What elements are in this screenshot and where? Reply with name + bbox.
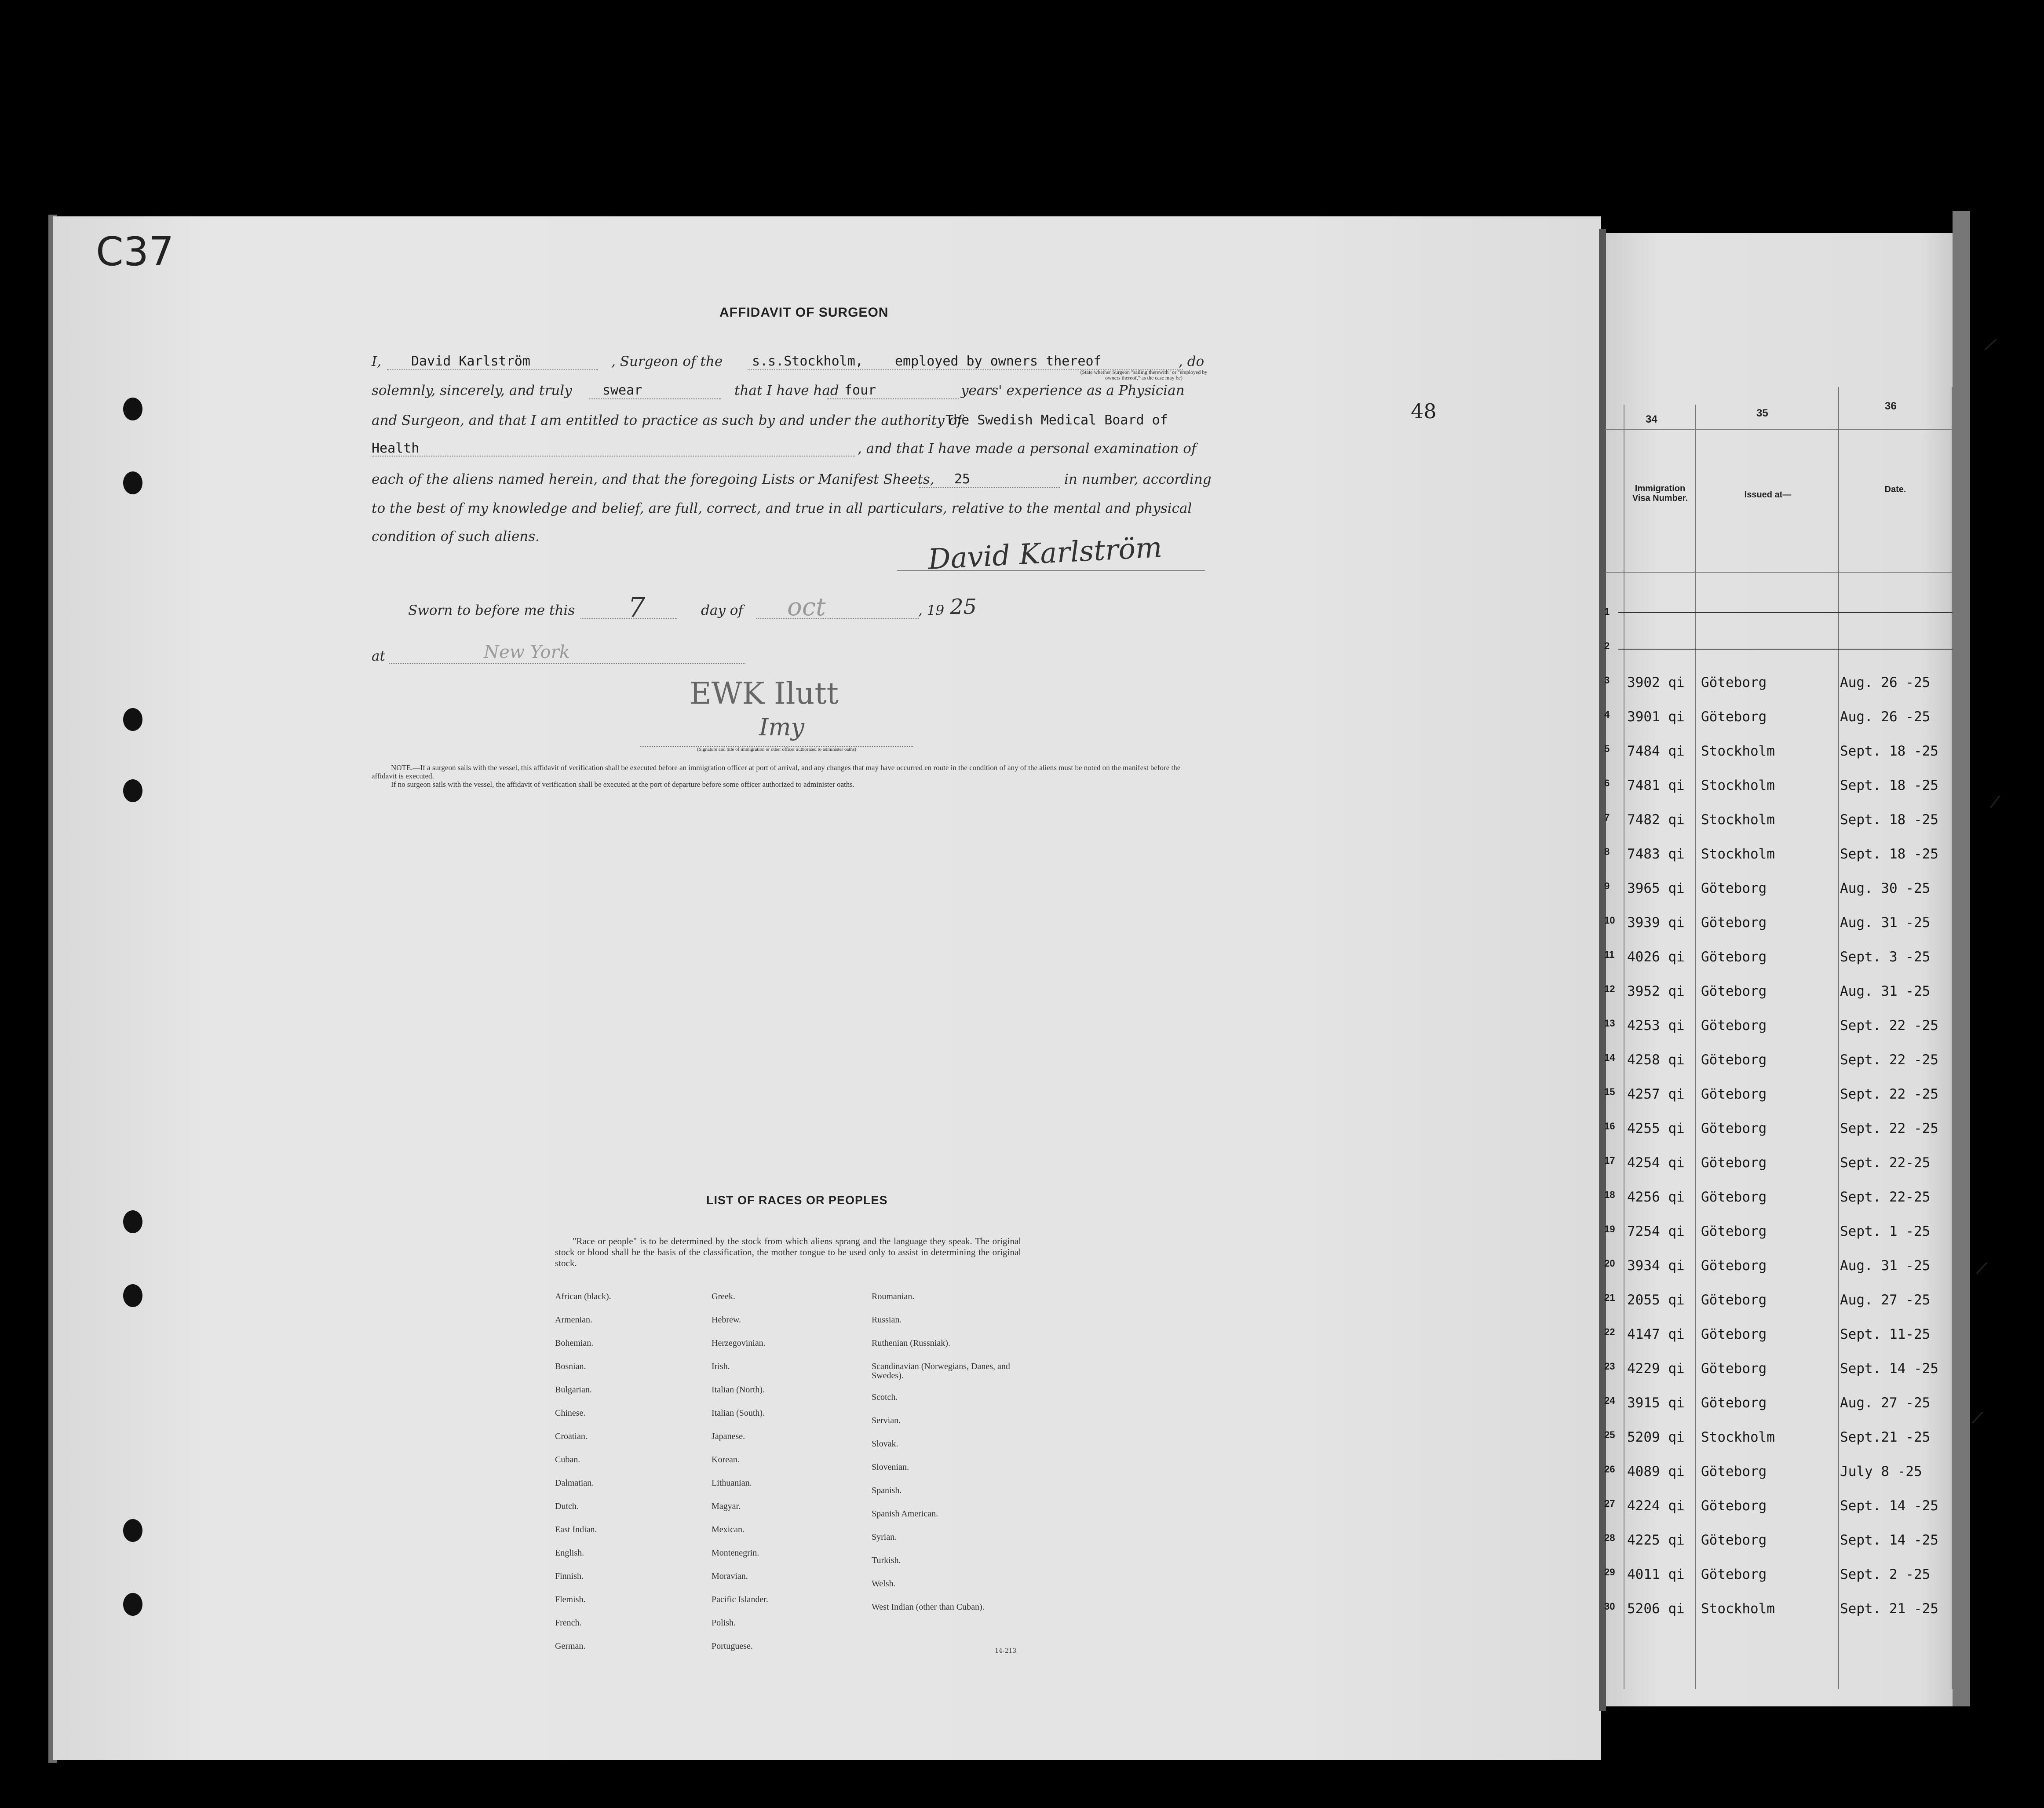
column-header-issued: Issued at— [1744, 490, 1792, 500]
visa-date: Sept. 22-25 [1840, 1189, 1931, 1205]
race-item: Lithuanian. [712, 1478, 752, 1488]
table-row [1604, 1601, 1956, 1623]
race-item: Croatian. [555, 1432, 588, 1441]
issued-at: Göteborg [1701, 1326, 1767, 1342]
row-number: 9 [1604, 880, 1610, 891]
visa-date: Sept. 18 -25 [1840, 743, 1938, 759]
underline [589, 398, 721, 399]
employment: employed by owners thereof [895, 354, 1102, 369]
column-header-date: Date. [1884, 485, 1906, 494]
visa-number: 7484 qi [1627, 743, 1685, 759]
table-row [1604, 1567, 1956, 1589]
underline [919, 487, 1060, 488]
race-item: East Indian. [555, 1525, 597, 1534]
issued-at: Göteborg [1701, 1224, 1767, 1239]
officer-caption: (Signature and title of immigration or other officer authorized to administer oaths) [697, 747, 856, 752]
row-number: 19 [1604, 1224, 1615, 1235]
race-item: Magyar. [712, 1501, 741, 1511]
issued-at: Stockholm [1701, 846, 1775, 862]
pencil-tick: / [1989, 791, 2001, 812]
race-item: Montenegrin. [712, 1548, 759, 1558]
issued-at: Göteborg [1701, 1567, 1767, 1582]
row-number: 12 [1604, 983, 1615, 994]
affidavit-line-3: and Surgeon, and that I am entitled to practice as such by and under the authority of The Swedish Medical Board of [372, 413, 1168, 428]
visa-date: Aug. 30 -25 [1840, 880, 1931, 896]
table-row [1604, 1121, 1956, 1143]
binder-hole [123, 1284, 142, 1307]
race-item: Italian (South). [712, 1408, 765, 1418]
affidavit-line-7: condition of such aliens. [372, 529, 540, 544]
visa-date: Sept. 22 -25 [1840, 1086, 1938, 1102]
table-row [1604, 1052, 1956, 1074]
race-item: Welsh. [872, 1579, 896, 1589]
visa-number: 4255 qi [1627, 1121, 1685, 1136]
race-item: African (black). [555, 1292, 611, 1301]
visa-number: 4225 qi [1627, 1532, 1685, 1548]
issued-at: Göteborg [1701, 1189, 1767, 1205]
race-item: Scandinavian (Norwegians, Danes, and Swedes). [872, 1362, 1010, 1381]
column-number-36: 36 [1885, 400, 1897, 412]
visa-number: 3902 qi [1627, 675, 1685, 690]
visa-number: 3934 qi [1627, 1258, 1685, 1274]
table-row [1604, 709, 1956, 731]
sworn-year: 25 [950, 595, 977, 619]
races-title: LIST OF RACES OR PEOPLES [706, 1194, 888, 1207]
race-item: Flemish. [555, 1595, 586, 1604]
race-item: Scotch. [872, 1392, 898, 1402]
visa-date: Sept. 22-25 [1840, 1155, 1931, 1171]
visa-date: July 8 -25 [1840, 1464, 1922, 1479]
visa-date: Aug. 27 -25 [1840, 1292, 1931, 1308]
vessel-name: s.s.Stockholm, [752, 354, 863, 369]
row-number: 23 [1604, 1361, 1615, 1372]
visa-date: Sept. 14 -25 [1840, 1361, 1938, 1377]
pencil-tick: / [1970, 1407, 1985, 1428]
row-number: 3 [1604, 675, 1610, 686]
visa-number: 4011 qi [1627, 1567, 1685, 1582]
race-item: Turkish. [872, 1556, 901, 1565]
sworn-day: 7 [628, 591, 646, 623]
table-rule [1695, 405, 1696, 1689]
table-row [1604, 915, 1956, 937]
visa-date: Aug. 26 -25 [1840, 709, 1931, 725]
row-number: 24 [1604, 1395, 1615, 1406]
race-item: Herzegovinian. [712, 1338, 766, 1348]
visa-date: Sept. 14 -25 [1840, 1498, 1938, 1514]
row-number: 20 [1604, 1258, 1615, 1269]
race-item: Greek. [712, 1292, 735, 1301]
underline [372, 456, 855, 457]
issued-at: Göteborg [1701, 1052, 1767, 1068]
race-item: Roumanian. [872, 1292, 915, 1301]
row-number: 27 [1604, 1498, 1615, 1509]
race-item: Bohemian. [555, 1338, 594, 1348]
at-place: New York [484, 642, 570, 662]
visa-date: Aug. 31 -25 [1840, 1258, 1931, 1274]
sworn-month: oct [787, 593, 826, 621]
visa-number: 7254 qi [1627, 1224, 1685, 1239]
table-row [1604, 880, 1956, 902]
visa-number: 3901 qi [1627, 709, 1685, 725]
table-row [1604, 812, 1956, 834]
visa-date: Aug. 31 -25 [1840, 915, 1931, 931]
visa-number: 4253 qi [1627, 1018, 1685, 1034]
issued-at: Stockholm [1701, 1429, 1775, 1445]
visa-date: Sept. 3 -25 [1840, 949, 1931, 965]
issued-at: Stockholm [1701, 743, 1775, 759]
race-item: Cuban. [555, 1455, 580, 1465]
visa-number: 4229 qi [1627, 1361, 1685, 1377]
pencil-tick: / [1975, 1257, 1989, 1278]
binder-hole [123, 708, 142, 731]
issued-at: Göteborg [1701, 983, 1767, 999]
race-item: Bosnian. [555, 1362, 586, 1371]
visa-date: Sept.21 -25 [1840, 1429, 1931, 1445]
surgeon-signature: David Karlström [927, 531, 1163, 576]
visa-number: 4257 qi [1627, 1086, 1685, 1102]
visa-date: Sept. 22 -25 [1840, 1121, 1938, 1136]
row-number: 18 [1604, 1189, 1615, 1200]
issued-at: Göteborg [1701, 1258, 1767, 1274]
race-item: Syrian. [872, 1532, 897, 1542]
row-number: 1 [1604, 606, 1610, 617]
visa-number: 4256 qi [1627, 1189, 1685, 1205]
table-row [1604, 1189, 1956, 1211]
race-item: Dutch. [555, 1501, 579, 1511]
table-row [1604, 846, 1956, 868]
note-1: NOTE.—If a surgeon sails with the vessel, this affidavit of verification shall be executed before an immigration officer at port of arrival, and any changes that may have occurred en route in the condition of any of the aliens must be noted on the manifest before the affidavit is executed. [372, 763, 1181, 780]
issued-at: Göteborg [1701, 949, 1767, 965]
race-item: Italian (North). [712, 1385, 765, 1395]
visa-date: Aug. 27 -25 [1840, 1395, 1931, 1411]
visa-number: 4089 qi [1627, 1464, 1685, 1479]
affidavit-line-6: to the best of my knowledge and belief, are full, correct, and true in all particulars, relative to the mental and physical [372, 500, 1192, 516]
race-item: Moravian. [712, 1571, 748, 1581]
binder-hole [123, 471, 142, 494]
table-row [1604, 1429, 1956, 1451]
authority-2: Health [372, 441, 420, 456]
surgeon-name: David Karlström [411, 354, 530, 369]
issued-at: Göteborg [1701, 915, 1767, 931]
row-number: 30 [1604, 1601, 1615, 1612]
affidavit-note [372, 763, 1207, 789]
race-item: Hebrew. [712, 1315, 741, 1325]
row-number: 8 [1604, 846, 1610, 857]
issued-at: Göteborg [1701, 1395, 1767, 1411]
row-number: 11 [1604, 949, 1615, 960]
row-number: 17 [1604, 1155, 1615, 1166]
issued-at: Göteborg [1701, 1498, 1767, 1514]
table-row [1604, 743, 1956, 765]
page-number: 48 [1411, 399, 1437, 423]
table-row [1604, 1395, 1956, 1417]
sheet-count: 25 [954, 471, 971, 487]
table-row [1604, 1361, 1956, 1383]
race-item: Japanese. [712, 1432, 745, 1441]
visa-number: 3952 qi [1627, 983, 1685, 999]
table-row [1604, 949, 1956, 971]
race-item: Finnish. [555, 1571, 584, 1581]
issued-at: Stockholm [1701, 778, 1775, 793]
table-row [1604, 606, 1956, 628]
visa-number: 4147 qi [1627, 1326, 1685, 1342]
row-number: 13 [1604, 1018, 1615, 1029]
race-item: Armenian. [555, 1315, 592, 1325]
race-item: Servian. [872, 1416, 901, 1425]
table-row [1604, 1532, 1956, 1554]
visa-date: Sept. 11-25 [1840, 1326, 1931, 1342]
row-number: 26 [1604, 1464, 1615, 1475]
race-item: Polish. [712, 1618, 736, 1628]
sworn-line: Sworn to before me this 7 day of oct , 19 25 [408, 591, 977, 623]
visa-date: Sept. 21 -25 [1840, 1601, 1938, 1617]
table-row [1604, 1258, 1956, 1280]
row-number: 4 [1604, 709, 1610, 720]
race-item: Ruthenian (Russniak). [872, 1338, 950, 1348]
visa-date: Sept. 14 -25 [1840, 1532, 1938, 1548]
affidavit-line-5: each of the aliens named herein, and that the foregoing Lists or Manifest Sheets, 25 in number, according [372, 471, 1212, 487]
underline [387, 369, 598, 370]
issued-at: Göteborg [1701, 1292, 1767, 1308]
row-number: 6 [1604, 778, 1610, 789]
oath: swear [602, 383, 642, 398]
race-item: Pacific Islander. [712, 1595, 768, 1604]
table-row [1604, 1498, 1956, 1520]
underline [389, 663, 745, 664]
issued-at: Göteborg [1701, 1155, 1767, 1171]
visa-number: 4026 qi [1627, 949, 1685, 965]
table-row [1604, 1224, 1956, 1246]
underline [580, 618, 677, 619]
years-experience: four [844, 383, 876, 398]
employment-note: (State whether Surgeon "sailing therewith" or "employed by owners thereof," as the case may be) [1080, 369, 1208, 381]
row-number: 21 [1604, 1292, 1615, 1303]
table-rule [1605, 429, 1953, 430]
race-item: Mexican. [712, 1525, 745, 1534]
visa-number: 5206 qi [1627, 1601, 1685, 1617]
visa-date: Aug. 31 -25 [1840, 983, 1931, 999]
table-row [1604, 1155, 1956, 1177]
row-number: 25 [1604, 1429, 1615, 1440]
issued-at: Göteborg [1701, 1086, 1767, 1102]
race-item: French. [555, 1618, 582, 1628]
column-number-35: 35 [1756, 407, 1768, 419]
race-item: Portuguese. [712, 1641, 753, 1651]
table-row [1604, 983, 1956, 1005]
race-item: English. [555, 1548, 584, 1558]
issued-at: Göteborg [1701, 1464, 1767, 1479]
form-number: 14-213 [995, 1647, 1017, 1655]
race-item: German. [555, 1641, 586, 1651]
table-row [1604, 675, 1956, 697]
archive-stamp: C37 [96, 229, 174, 275]
visa-number: 7483 qi [1627, 846, 1685, 862]
officer-signature: EWK Ilutt [690, 676, 839, 711]
table-row [1604, 1018, 1956, 1040]
issued-at: Göteborg [1701, 880, 1767, 896]
underline [827, 398, 959, 399]
visa-date: Sept. 2 -25 [1840, 1567, 1931, 1582]
issued-at: Göteborg [1701, 1018, 1767, 1034]
races-intro: "Race or people" is to be determined by the stock from which aliens sprang and the language they speak. The original stock or blood shall be the basis of the classification, the mother tongue to be used only to assist in determining the original stock. [555, 1236, 1021, 1268]
authority-1: The Swedish Medical Board of [945, 413, 1168, 428]
race-item: Slovak. [872, 1439, 898, 1449]
race-item: Spanish. [872, 1486, 902, 1495]
visa-date: Sept. 18 -25 [1840, 778, 1938, 793]
column-header-visa: Immigration Visa Number. [1632, 484, 1688, 503]
race-item: West Indian (other than Cuban). [872, 1602, 985, 1612]
row-number: 28 [1604, 1532, 1615, 1543]
table-rule [1605, 572, 1953, 573]
underline [756, 618, 919, 619]
row-number: 15 [1604, 1086, 1615, 1097]
race-item: Dalmatian. [555, 1478, 594, 1488]
visa-date: Sept. 18 -25 [1840, 812, 1938, 828]
race-item: Irish. [712, 1362, 730, 1371]
row-number: 14 [1604, 1052, 1615, 1063]
visa-date: Aug. 26 -25 [1840, 675, 1931, 690]
visa-number: 4258 qi [1627, 1052, 1685, 1068]
issued-at: Stockholm [1701, 812, 1775, 828]
table-row [1604, 1086, 1956, 1108]
signature-line [897, 570, 1205, 571]
table-row [1604, 1292, 1956, 1314]
visa-date: Sept. 1 -25 [1840, 1224, 1931, 1239]
row-number: 16 [1604, 1121, 1615, 1132]
note-2: If no surgeon sails with the vessel, the affidavit of verification shall be executed at the port of departure before some officer authorized to administer oaths. [391, 780, 855, 789]
visa-date: Sept. 18 -25 [1840, 846, 1938, 862]
race-item: Russian. [872, 1315, 902, 1325]
affidavit-line-1: I, David Karlström , Surgeon of the s.s.Stockholm, employed by owners thereof , do [372, 354, 1204, 369]
visa-number: 4224 qi [1627, 1498, 1685, 1514]
row-number: 2 [1604, 640, 1610, 651]
visa-number: 5209 qi [1627, 1429, 1685, 1445]
issued-at: Göteborg [1701, 709, 1767, 725]
race-item: Chinese. [555, 1408, 586, 1418]
row-number: 22 [1604, 1326, 1615, 1337]
visa-date: Sept. 22 -25 [1840, 1018, 1938, 1034]
pencil-tick: / [1983, 334, 1999, 355]
affidavit-title: AFFIDAVIT OF SURGEON [719, 305, 889, 320]
binder-hole [123, 779, 142, 802]
issued-at: Göteborg [1701, 675, 1767, 690]
table-row [1604, 778, 1956, 800]
visa-number: 3915 qi [1627, 1395, 1685, 1411]
issued-at: Göteborg [1701, 1361, 1767, 1377]
race-item: Korean. [712, 1455, 740, 1465]
table-row [1604, 1326, 1956, 1348]
issued-at: Göteborg [1701, 1121, 1767, 1136]
table-row [1604, 1464, 1956, 1486]
race-item: Spanish American. [872, 1509, 938, 1519]
binder-hole [123, 1519, 142, 1542]
visa-number: 2055 qi [1627, 1292, 1685, 1308]
race-item: Slovenian. [872, 1462, 909, 1472]
row-number: 7 [1604, 812, 1610, 823]
officer-initials: Imy [759, 713, 805, 741]
affidavit-line-2: solemnly, sincerely, and truly swear that I have had four years' experience as a Physician [372, 383, 1185, 398]
issued-at: Göteborg [1701, 1532, 1767, 1548]
visa-number: 3939 qi [1627, 915, 1685, 931]
binder-hole [123, 398, 142, 420]
table-row [1604, 640, 1956, 662]
column-number-34: 34 [1646, 413, 1657, 425]
row-number: 29 [1604, 1567, 1615, 1578]
row-number: 5 [1604, 743, 1610, 754]
visa-date: Sept. 22 -25 [1840, 1052, 1938, 1068]
visa-number: 7482 qi [1627, 812, 1685, 828]
binder-hole [123, 1210, 142, 1233]
visa-number: 4254 qi [1627, 1155, 1685, 1171]
visa-number: 3965 qi [1627, 880, 1685, 896]
at-line: at New York [372, 642, 570, 664]
binder-hole [123, 1593, 142, 1616]
issued-at: Stockholm [1701, 1601, 1775, 1617]
row-number: 10 [1604, 915, 1615, 926]
race-item: Bulgarian. [555, 1385, 592, 1395]
visa-number: 7481 qi [1627, 778, 1685, 793]
